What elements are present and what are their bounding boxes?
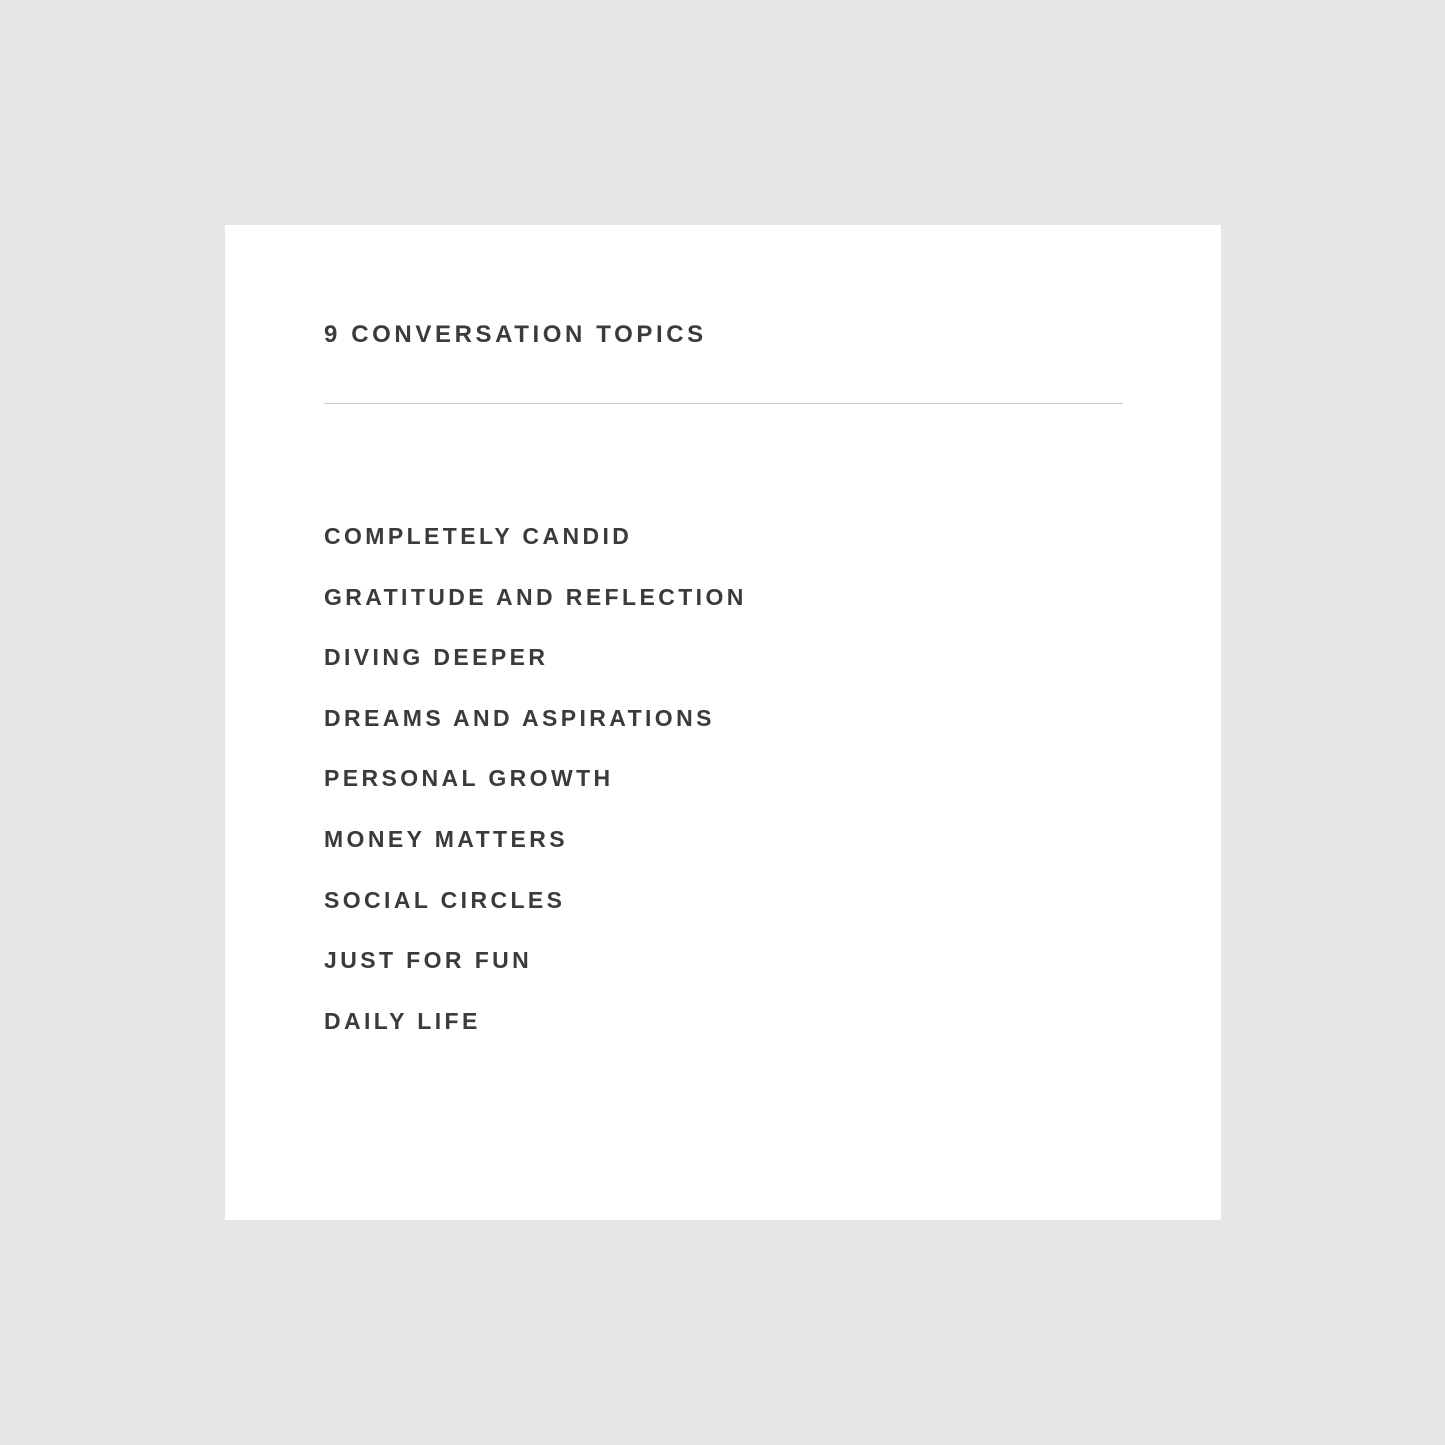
page-title: 9 CONVERSATION TOPICS [324, 321, 707, 348]
list-item: PERSONAL GROWTH [324, 765, 614, 792]
list-item: DIVING DEEPER [324, 644, 549, 671]
list-item: SOCIAL CIRCLES [324, 886, 566, 913]
list-item: COMPLETELY CANDID [324, 523, 633, 549]
list-item: DREAMS AND ASPIRATIONS [324, 704, 715, 731]
list-item: DAILY LIFE [324, 1007, 481, 1034]
topics-list [324, 506, 747, 1051]
title-divider [324, 403, 1123, 404]
list-item: GRATITUDE AND REFLECTION [324, 583, 747, 610]
card-content [324, 225, 1221, 1220]
list-item: MONEY MATTERS [324, 825, 568, 852]
list-item: JUST FOR FUN [324, 947, 533, 974]
topics-card [225, 225, 1221, 1220]
